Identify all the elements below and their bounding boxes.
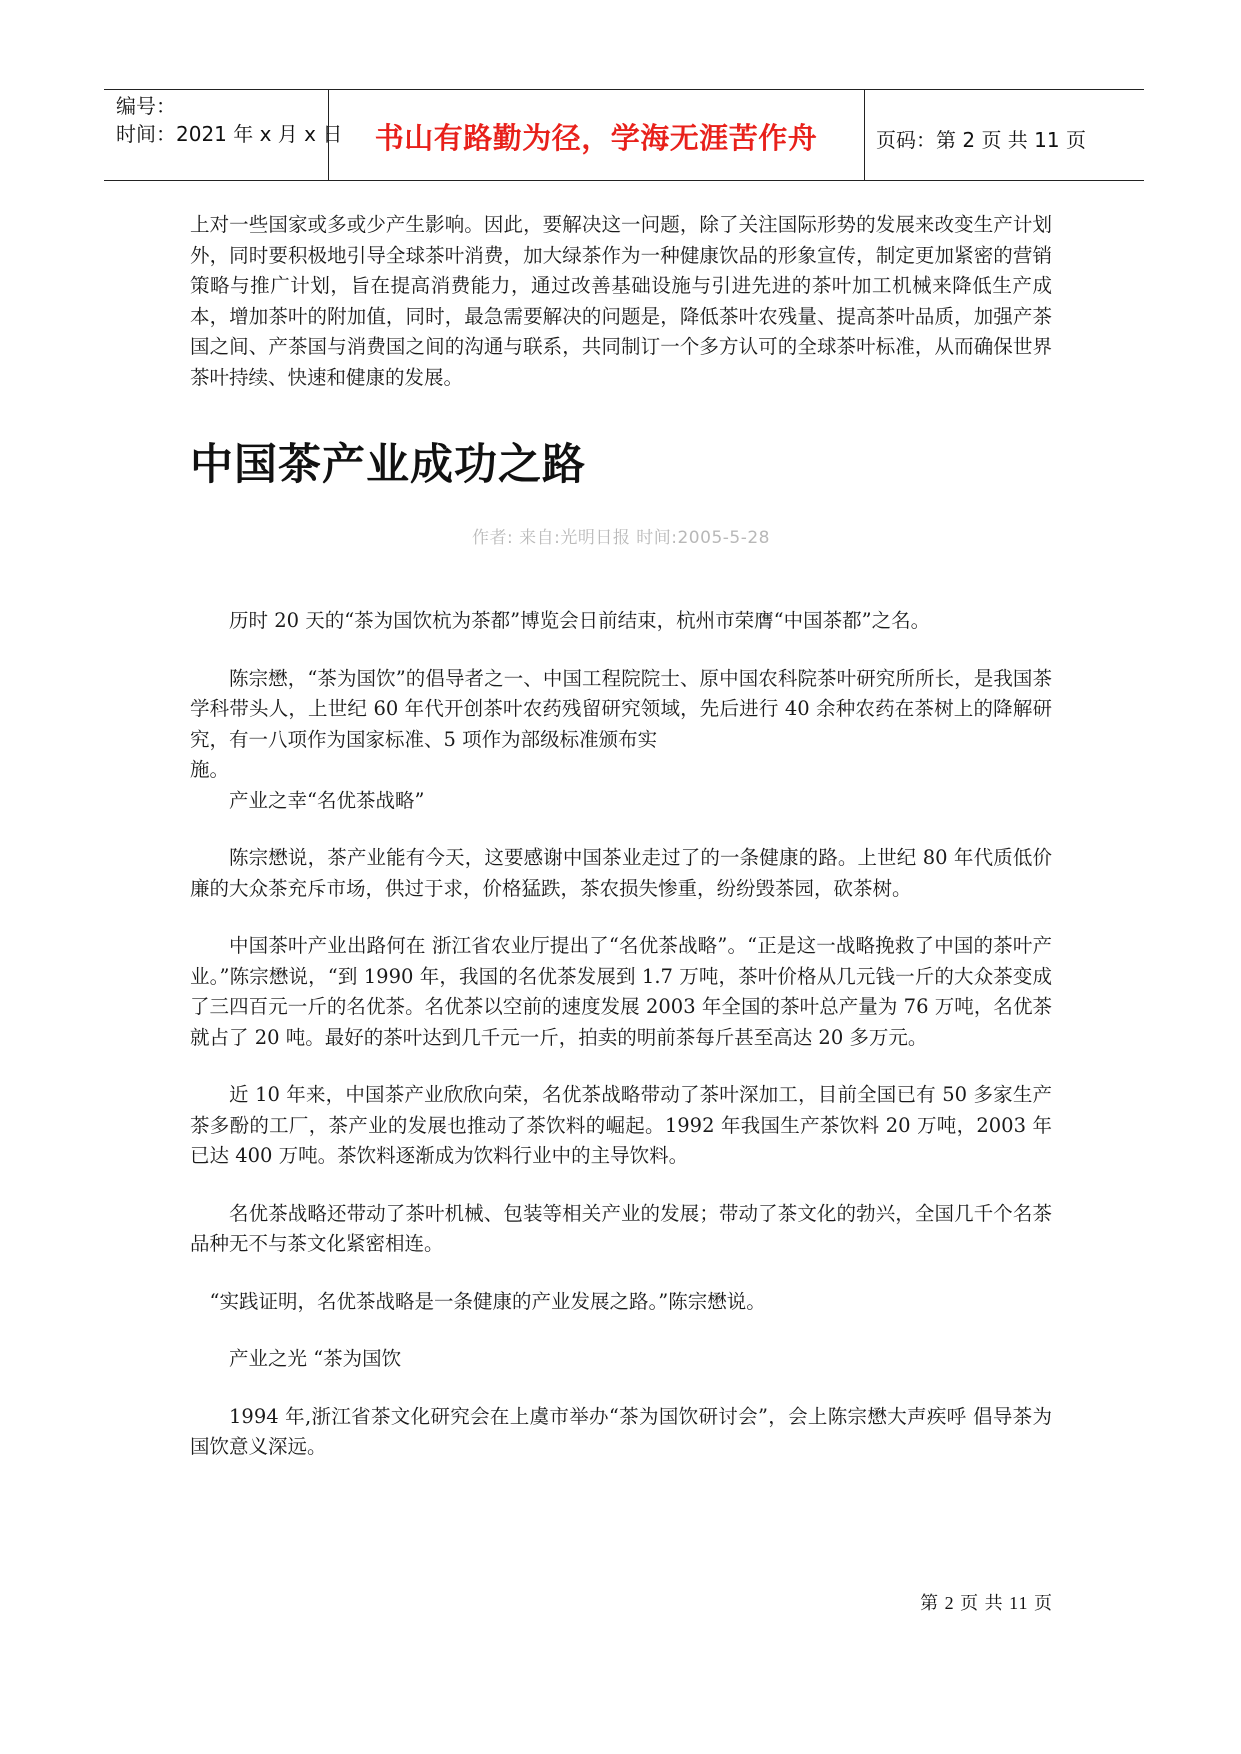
article-paragraph: 近 10 年来，中国茶产业欣欣向荣，名优茶战略带动了茶叶深加工，目前全国已有 50 多家生产茶多酚的工厂，茶产业的发展也推动了茶饮料的崛起。1992 年我国生产茶饮料 20 万吨，2003 年已达 400 万吨。茶饮料逐渐成为饮料行业中的主导饮料。 (190, 1083, 1052, 1167)
serial-number-label: 编号： (116, 94, 176, 118)
intro-section (190, 210, 1052, 393)
article-quote: “实践证明，名优茶战略是一条健康的产业发展之路。”陈宗懋说。 (209, 1289, 766, 1313)
intro-paragraph: 上对一些国家或多或少产生影响。因此，要解决这一问题，除了关注国际形势的发展来改变生产计划外，同时要积极地引导全球茶叶消费，加大绿茶作为一种健康饮品的形象宣传，制定更加紧密的营销策略与推广计划，旨在提高消费能力，通过改善基础设施与引进先进的茶叶加工机械来降低生产成本，增加茶叶的附加值，同时，最急需要解决的问题是，降低茶叶农残量、提高茶叶品质，加强产茶国之间、产茶国与消费国之间的沟通与联系，共同制订一个多方认可的全球茶叶标准，从而确保世界茶叶持续、快速和健康的发展。 (190, 213, 1052, 389)
document-body (190, 210, 1052, 1490)
article-paragraph: 1994 年,浙江省茶文化研究会在上虞市举办“茶为国饮研讨会”，会上陈宗懋大声疾呼 倡导茶为国饮意义深远。 (190, 1404, 1052, 1458)
header-page-code: 页码：第 2 页 共 11 页 (876, 128, 1086, 152)
article-paragraph-continuation: 施。 (190, 758, 230, 781)
article-paragraph: 历时 20 天的“茶为国饮杭为茶都”博览会日前结束，杭州市荣膺“中国茶都”之名。 (229, 609, 931, 632)
article-title: 中国茶产业成功之路 (190, 440, 586, 490)
header-divider-right (864, 90, 865, 180)
article-paragraph: 中国茶叶产业出路何在 浙江省农业厅提出了“名优茶战略”。“正是这一战略挽救了中国的茶叶产业。”陈宗懋说，“到 1990 年，我国的名优茶发展到 1.7 万吨，茶叶价格从几元钱一斤的大众茶变成了三四百元一斤的名优茶。名优茶以空前的速度发展 2003 年全国的茶叶总产量为 76 万吨，名优茶就占了 20 吨。最好的茶叶达到几千元一斤，拍卖的明前茶每斤甚至高达 20 多万元。 (190, 934, 1052, 1049)
page-footer-number: 第 2 页 共 11 页 (920, 1593, 1053, 1613)
page-header (104, 89, 1144, 181)
article-paragraph: 陈宗懋说，茶产业能有今天，这要感谢中国茶业走过了的一条健康的路。上世纪 80 年代质低价廉的大众茶充斥市场，供过于求，价格猛跌，茶农损失惨重，纷纷毁茶园，砍茶树。 (190, 846, 1052, 900)
date-label: 时间：2021 年 x 月 x 日 (116, 122, 343, 146)
article-paragraph: 陈宗懋，“茶为国饮”的倡导者之一、中国工程院院士、原中国农科院茶叶研究所所长，是我国茶学科带头人，上世纪 60 年代开创茶叶农药残留研究领域，先后进行 40 余种农药在茶树上的降解研究，有一八项作为国家标准、5 项作为部级标准颁布实 (190, 666, 1052, 751)
article-byline: 作者: 来自:光明日报 时间:2005-5-28 (472, 528, 770, 548)
article-body (190, 606, 1052, 1463)
section-subheading: 产业之幸“名优茶战略” (229, 788, 425, 812)
header-motto: 书山有路勤为径，学海无涯苦作舟 (374, 121, 818, 155)
section-subheading: 产业之光 “茶为国饮 (229, 1347, 402, 1370)
article-paragraph: 名优茶战略还带动了茶叶机械、包装等相关产业的发展；带动了茶文化的勃兴，全国几千个名茶品种无不与茶文化紧密相连。 (190, 1201, 1052, 1255)
